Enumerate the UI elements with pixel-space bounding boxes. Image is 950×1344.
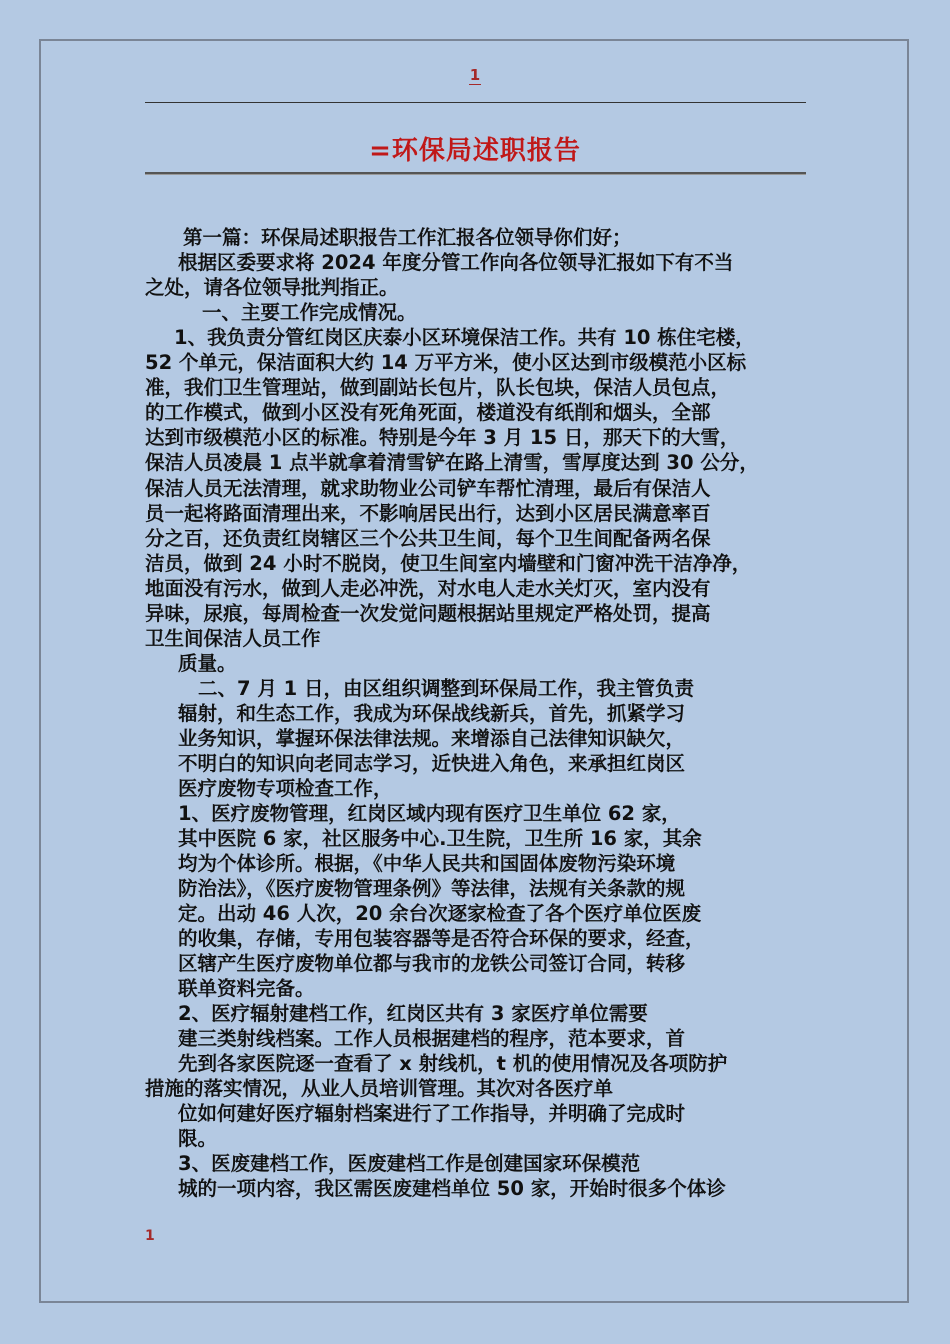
body-line: 其中医院 6 家，社区服务中心.卫生院，卫生所 16 家，其余 xyxy=(178,827,702,850)
body-line: 保洁人员凌晨 1 点半就拿着清雪铲在路上清雪，雪厚度达到 30 公分， xyxy=(145,451,759,474)
body-line: 达到市级模范小区的标准。特别是今年 3 月 15 日，那天下的大雪， xyxy=(145,426,740,449)
body-line: 3、医废建档工作，医废建档工作是创建国家环保模范 xyxy=(178,1152,641,1175)
body-line: 的收集，存储，专用包装容器等是否符合环保的要求，经查， xyxy=(178,927,705,950)
body-line: 的工作模式，做到小区没有死角死面，楼道没有纸削和烟头，全部 xyxy=(145,401,711,424)
body-line: 第一篇：环保局述职报告工作汇报各位领导你们好； xyxy=(183,226,632,249)
body-line: 根据区委要求将 2024 年度分管工作向各位领导汇报如下有不当 xyxy=(178,251,734,274)
body-line: 城的一项内容，我区需医废建档单位 50 家，开始时很多个体诊 xyxy=(178,1177,726,1200)
header-rule xyxy=(145,102,806,103)
body-line: 一、主要工作完成情况。 xyxy=(202,301,417,324)
body-line: 区辖产生医疗废物单位都与我市的龙铁公司签订合同，转移 xyxy=(178,952,686,975)
footer-page-number: 1 xyxy=(145,1228,155,1244)
body-line: 1、我负责分管红岗区庆泰小区环境保洁工作。共有 10 栋住宅楼， xyxy=(174,326,755,349)
body-line: 质量。 xyxy=(178,652,237,675)
body-line: 保洁人员无法清理，就求助物业公司铲车帮忙清理，最后有保洁人 xyxy=(145,477,711,500)
body-line: 卫生间保洁人员工作 xyxy=(145,627,321,650)
header-page-number: 1 xyxy=(469,66,481,84)
body-line: 防治法》，《医疗废物管理条例》等法律，法规有关条款的规 xyxy=(178,877,686,900)
body-line: 地面没有污水，做到人走必冲洗，对水电人走水关灯灭，室内没有 xyxy=(145,577,711,600)
body-line: 之处，请各位领导批判指正。 xyxy=(145,276,399,299)
body-line: 辐射，和生态工作，我成为环保战线新兵，首先，抓紧学习 xyxy=(178,702,686,725)
body-line: 限。 xyxy=(178,1127,218,1150)
body-line: 52 个单元，保洁面积大约 14 万平方米，使小区达到市级模范小区标 xyxy=(145,351,747,374)
body-line: 1、医疗废物管理，红岗区域内现有医疗卫生单位 62 家， xyxy=(178,802,681,825)
document-title: =环保局述职报告 xyxy=(369,136,581,166)
body-line: 异味，尿痕，每周检查一次发觉问题根据站里规定严格处罚，提高 xyxy=(145,602,711,625)
body-line: 洁员，做到 24 小时不脱岗，使卫生间室内墙壁和门窗冲洗干洁净净， xyxy=(145,552,752,575)
body-line: 医疗废物专项检查工作， xyxy=(178,777,393,800)
body-line: 位如何建好医疗辐射档案进行了工作指导，并明确了完成时 xyxy=(178,1102,686,1125)
body-line: 分之百，还负责红岗辖区三个公共卫生间，每个卫生间配备两名保 xyxy=(145,527,711,550)
body-line: 建三类射线档案。工作人员根据建档的程序，范本要求，首 xyxy=(178,1027,686,1050)
title-rule xyxy=(145,172,806,174)
body-line: 员一起将路面清理出来，不影响居民出行，达到小区居民满意率百 xyxy=(145,502,711,525)
body-line: 定。出动 46 人次，20 余台次逐家检查了各个医疗单位医废 xyxy=(178,902,702,925)
body-line: 先到各家医院逐一查看了 x 射线机，t 机的使用情况及各项防护 xyxy=(178,1052,728,1075)
body-line: 准，我们卫生管理站，做到副站长包片，队长包块，保洁人员包点， xyxy=(145,376,731,399)
body-line: 联单资料完备。 xyxy=(178,977,315,1000)
body-line: 措施的落实情况，从业人员培训管理。其次对各医疗单 xyxy=(145,1077,614,1100)
body-line: 不明白的知识向老同志学习，近快进入角色，来承担红岗区 xyxy=(178,752,686,775)
body-line: 2、医疗辐射建档工作，红岗区共有 3 家医疗单位需要 xyxy=(178,1002,648,1025)
body-line: 二、7 月 1 日，由区组织调整到环保局工作，我主管负责 xyxy=(198,677,695,700)
body-line: 业务知识，掌握环保法律法规。来增添自己法律知识缺欠， xyxy=(178,727,686,750)
body-line: 均为个体诊所。根据，《中华人民共和国固体废物污染环境 xyxy=(178,852,676,875)
